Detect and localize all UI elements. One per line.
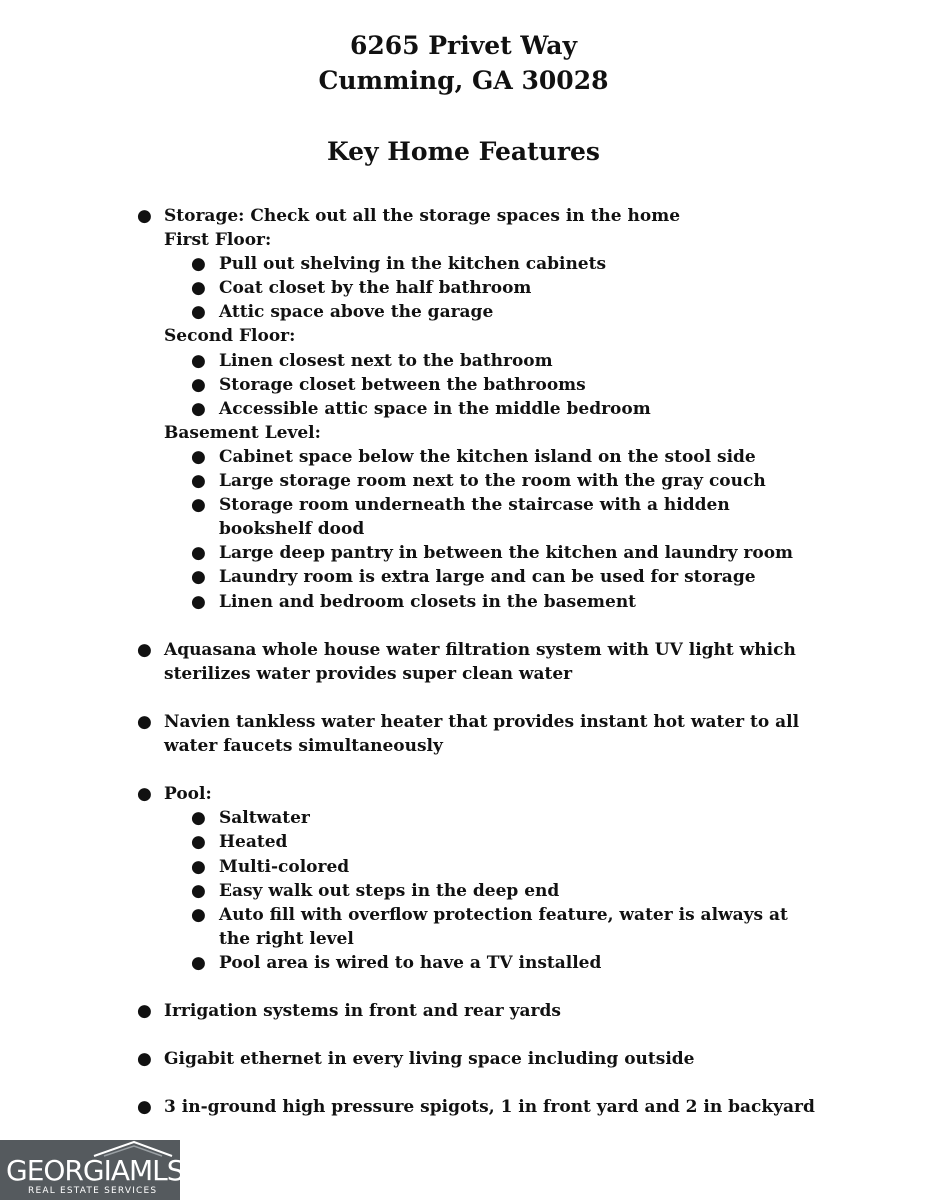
bullet-icon: ●: [137, 1001, 152, 1022]
sub-item-text: Storage room underneath the staircase with a hidden bookshelf dood: [219, 495, 730, 540]
bullet-icon: ●: [137, 1097, 152, 1118]
sub-item-text: Accessible attic space in the middle bedroom: [219, 398, 651, 419]
feature-item: [0, 999, 816, 1023]
sub-item-text: Cabinet space below the kitchen island on the stool side: [219, 446, 756, 467]
bullet-icon: ●: [191, 832, 206, 853]
bullet-icon: ●: [191, 495, 206, 516]
bullet-icon: ●: [191, 880, 206, 901]
sub-item-text: Saltwater: [219, 808, 310, 829]
sub-list-item: [164, 397, 816, 421]
bullet-icon: ●: [137, 206, 152, 226]
feature-text: Aquasana whole house water filtration system with UV light which sterilizes water provides super clean water: [164, 639, 796, 684]
bullet-icon: ●: [191, 446, 206, 467]
sub-list: [164, 349, 816, 421]
bullet-icon: ●: [137, 1049, 152, 1070]
sub-list-item: [164, 951, 816, 975]
bullet-icon: ●: [191, 856, 206, 877]
sub-item-text: Auto fill with overflow protection feature, water is always at the right level: [219, 904, 788, 949]
sub-list: [164, 806, 816, 975]
bullet-icon: ●: [191, 350, 206, 371]
bullet-icon: ●: [137, 711, 152, 732]
sub-item-text: Large storage room next to the room with the gray couch: [219, 471, 766, 492]
page-title: Key Home Features: [326, 137, 601, 166]
bullet-icon: ●: [191, 567, 206, 588]
feature-text: Irrigation systems in front and rear yards: [164, 1001, 561, 1022]
sub-list-item: [164, 830, 816, 854]
bullet-icon: ●: [137, 639, 152, 660]
sub-list-item: [164, 590, 816, 614]
bullet-icon: ●: [191, 543, 206, 564]
sub-list: [164, 252, 816, 324]
bullet-icon: ●: [191, 278, 206, 299]
sub-item-text: Pool area is wired to have a TV installed: [219, 952, 602, 973]
feature-item: [0, 1047, 816, 1071]
sub-list-item: [164, 252, 816, 276]
logo-tagline: REAL ESTATE SERVICES: [28, 1186, 158, 1196]
group-label: Second Floor:: [164, 326, 296, 347]
sub-list-item: [164, 469, 816, 493]
bullet-icon: ●: [191, 254, 206, 275]
sub-list-item: [164, 879, 816, 903]
sub-item-text: Pull out shelving in the kitchen cabinets: [219, 254, 607, 275]
bullet-icon: ●: [191, 374, 206, 395]
bullet-icon: ●: [191, 952, 206, 973]
group-label: Basement Level:: [164, 422, 321, 443]
sub-list-item: [164, 445, 816, 469]
sub-item-text: Linen and bedroom closets in the basement: [219, 591, 637, 612]
address-street: 6265 Privet Way: [349, 31, 578, 60]
feature-text: Storage: Check out all the storage spaces in the home: [164, 206, 681, 226]
bullet-icon: ●: [137, 784, 152, 805]
feature-item: [0, 710, 816, 758]
sub-item-text: Heated: [219, 832, 288, 853]
sub-item-text: Coat closet by the half bathroom: [219, 278, 532, 299]
sub-list-item: [164, 565, 816, 589]
bullet-icon: ●: [191, 398, 206, 419]
sub-list-item: [164, 541, 816, 565]
logo-wordmark: GEORGIAMLS: [6, 1154, 184, 1187]
sub-list-item: [164, 806, 816, 830]
sub-list-item: [164, 493, 816, 541]
sub-item-text: Linen closest next to the bathroom: [219, 350, 553, 371]
sub-list-item: [164, 276, 816, 300]
sub-item-text: Large deep pantry in between the kitchen and laundry room: [219, 543, 794, 564]
feature-text: Gigabit ethernet in every living space including outside: [164, 1049, 695, 1070]
feature-text: Navien tankless water heater that provides instant hot water to all water faucets simultaneously: [164, 711, 800, 757]
sub-item-text: Storage closet between the bathrooms: [219, 374, 586, 395]
features-list: [0, 204, 927, 1120]
sub-item-text: Attic space above the garage: [219, 302, 494, 323]
feature-item: [0, 204, 816, 614]
bullet-icon: ●: [191, 302, 206, 323]
bullet-icon: ●: [191, 904, 206, 925]
sub-item-text: Multi-colored: [219, 856, 350, 877]
feature-item: [0, 638, 816, 686]
feature-item: [0, 1095, 816, 1119]
georgia-mls-logo: [0, 1140, 184, 1200]
sub-list-item: [164, 903, 816, 951]
sub-item-text: Easy walk out steps in the deep end: [219, 880, 560, 901]
sub-list-item: [164, 855, 816, 879]
sub-list-item: [164, 300, 816, 324]
property-address: [0, 28, 927, 98]
sub-item-text: Laundry room is extra large and can be used for storage: [219, 567, 756, 588]
sub-list: [164, 445, 816, 614]
group-label: First Floor:: [164, 230, 272, 251]
sub-list-item: [164, 349, 816, 373]
sub-list-item: [164, 373, 816, 397]
bullet-icon: ●: [191, 591, 206, 612]
bullet-icon: ●: [191, 808, 206, 829]
feature-text: Pool:: [164, 784, 212, 805]
address-city: Cumming, GA 30028: [318, 66, 609, 95]
bullet-icon: ●: [191, 471, 206, 492]
feature-text: 3 in-ground high pressure spigots, 1 in front yard and 2 in backyard: [164, 1097, 815, 1118]
feature-item: [0, 782, 816, 975]
